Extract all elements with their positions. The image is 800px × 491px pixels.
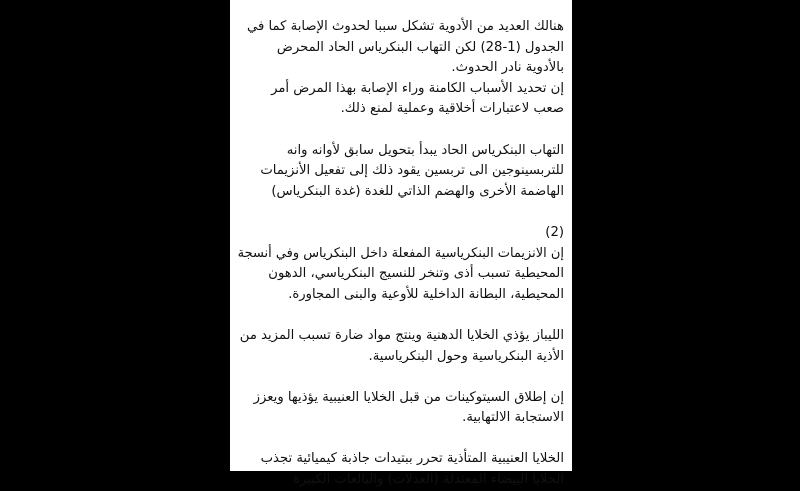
- section-number: (2): [545, 224, 564, 240]
- paragraph-lipase: [238, 326, 564, 367]
- paragraph-drug-causes: [238, 17, 564, 120]
- text-line: الأذية البنكرياسية وحول البنكرياسية.: [368, 348, 564, 364]
- paragraph-activated-enzymes: [238, 223, 564, 305]
- document-page: [230, 0, 572, 488]
- text-line: التهاب البنكرياس الحاد يبدأ بتحويل سابق لأوانه وانه: [286, 142, 564, 158]
- text-line: إن إطلاق السيتوكينات من قبل الخلايا العنيبية يؤذيها ويعزز: [253, 389, 564, 405]
- text-line: هنالك العديد من الأدوية تشكل سببا لحدوث الإصابة كما في: [247, 19, 564, 34]
- paragraph-spacer: [238, 305, 564, 326]
- paragraph-spacer: [238, 429, 564, 450]
- paragraph-trypsinogen: [238, 141, 564, 203]
- paragraph-spacer: [238, 202, 564, 223]
- text-line: الخلايا العنيبية المتأذية تحرر ببتيدات جاذبة كيميائية تجذب: [260, 451, 564, 467]
- paragraph-spacer: [238, 367, 564, 388]
- paragraph-acinar-cells: [238, 449, 564, 490]
- text-line: الهاضمة الأخرى والهضم الذاتي للغدة (غدة البنكرياس): [271, 183, 564, 199]
- text-line: المحيطية تسبب أذى وتنخر للنسيج البنكرياسي، الدهون: [268, 266, 564, 282]
- text-line: الليباز يؤذي الخلايا الدهنية وينتج مواد ضارة تسبب المزيد من: [239, 327, 564, 343]
- text-line: الاستجابة الالتهابية.: [462, 410, 564, 426]
- text-line: إن تحديد الأسباب الكامنة وراء الإصابة بهذا المرض أمر: [271, 80, 564, 96]
- paragraph-spacer: [238, 120, 564, 141]
- text-line: للتربسينوجين الى تربسين يقود ذلك إلى تفعيل الأنزيمات: [260, 163, 564, 179]
- text-line: الجدول (1-28) لكن التهاب البنكرياس الحاد المحرض: [276, 39, 564, 55]
- text-line: بالأدوية نادر الحدوث.: [451, 60, 564, 76]
- text-line: المحيطية، البطانة الداخلية للأوعية والبنى المجاورة.: [288, 286, 564, 302]
- text-line: الخلايا البيضاء المعتدلة (العدلات) والبالعات الكبيرة: [293, 472, 564, 488]
- paragraph-cytokines: [238, 388, 564, 429]
- text-line: إن الانزيمات البنكرياسية المفعلة داخل البنكرياس وفي أنسجة: [237, 245, 565, 261]
- document-text: [238, 17, 564, 491]
- text-line: صعب لاعتبارات أخلاقية وعملية لمنع ذلك.: [340, 101, 564, 117]
